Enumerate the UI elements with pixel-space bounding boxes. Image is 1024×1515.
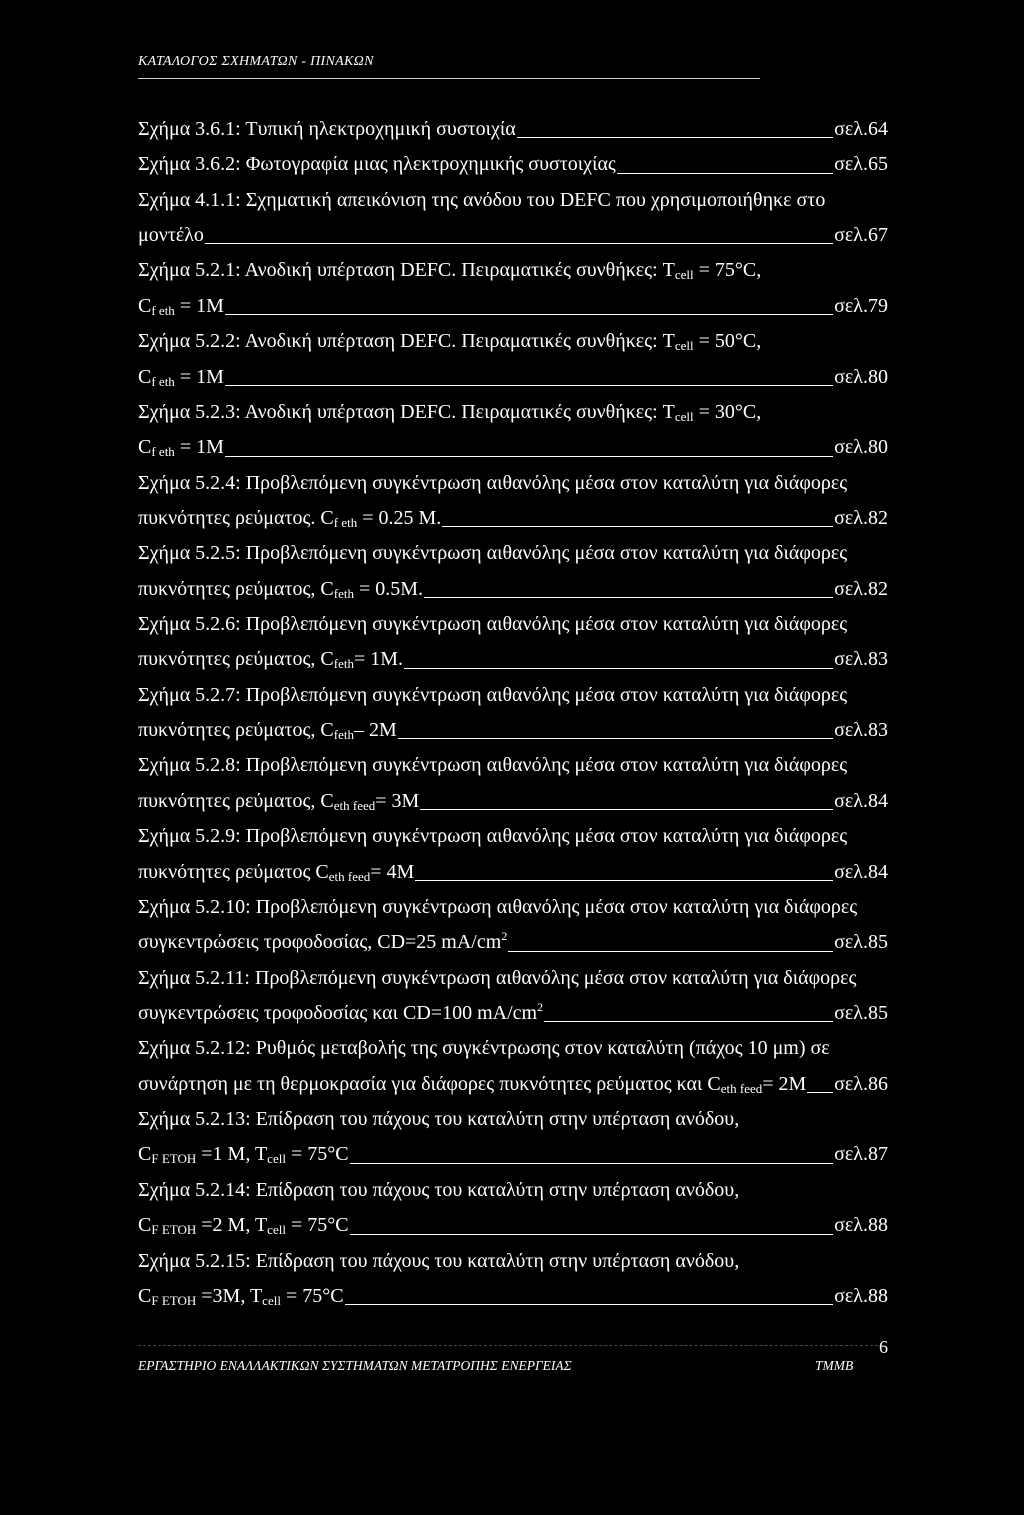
entry-first-line <box>138 819 888 854</box>
leader-line <box>225 385 833 386</box>
caption-text: συνάρτηση με τη θερμοκρασία για διάφορες πυκνότητες ρεύματος και C <box>138 1072 721 1095</box>
page-reference: σελ.82 <box>834 577 888 600</box>
entry-first-line <box>138 183 888 218</box>
figure-label: Σχήμα 5.2.14: <box>138 1178 251 1201</box>
leader-line <box>617 173 833 174</box>
subscript: cell <box>267 1222 286 1238</box>
subscript: f eth <box>333 514 358 530</box>
entry-second-line <box>138 855 888 890</box>
footer-department: TMMB <box>815 1358 854 1373</box>
entry-text <box>138 253 761 288</box>
subscript: f eth <box>151 373 175 389</box>
caption-text: Προβλεπόμενη συγκέντρωση αιθανόλης μέσα στον καταλύτη για διάφορες <box>245 471 848 494</box>
caption-text: =1 M, T <box>196 1143 268 1166</box>
figure-entry-5-2-6 <box>138 607 888 678</box>
entry-line <box>138 112 888 147</box>
caption-text: = 1M <box>174 294 224 317</box>
entry-second-line <box>138 430 888 465</box>
entry-first-line <box>138 1102 888 1137</box>
caption-text: C <box>138 365 152 388</box>
page-header-title: ΚΑΤΑΛΟΓΟΣ ΣΧΗΜΑΤΩΝ - ΠΙΝΑΚΩΝ <box>138 54 374 69</box>
figure-label: Σχήμα 5.2.9: <box>138 825 241 848</box>
caption-text: Ανοδική υπέρταση DEFC. Πειραματικές συνθήκες: T <box>244 330 675 353</box>
caption-text: – 2M <box>353 719 397 742</box>
caption-text: Επίδραση του πάχους του καταλύτη στην υπέρταση ανόδου, <box>255 1108 740 1131</box>
leader-line <box>424 597 833 598</box>
entry-text <box>138 748 847 783</box>
figure-entry-5-2-8 <box>138 748 888 819</box>
entry-first-line <box>138 890 888 925</box>
caption-text: πυκνότητες ρεύματος. C <box>138 506 334 529</box>
subscript: cell <box>262 1292 281 1308</box>
entry-second-line <box>138 925 888 960</box>
entry-text <box>138 183 825 218</box>
caption-text: Επίδραση του πάχους του καταλύτη στην υπέρταση ανόδου, <box>255 1178 740 1201</box>
caption-text: Προβλεπόμενη συγκέντρωση αιθανόλης μέσα στον καταλύτη για διάφορες <box>245 825 848 848</box>
entry-text <box>138 112 516 147</box>
figure-label: Σχήμα 5.2.11: <box>138 966 250 989</box>
subscript: feth <box>333 656 354 672</box>
entry-text <box>138 925 507 960</box>
entry-first-line <box>138 253 888 288</box>
entry-first-line <box>138 395 888 430</box>
caption-text: Προβλεπόμενη συγκέντρωση αιθανόλης μέσα στον καταλύτη για διάφορες <box>245 613 848 636</box>
entry-second-line <box>138 1137 888 1172</box>
leader-line <box>544 1021 833 1022</box>
leader-line <box>415 880 833 881</box>
entry-text <box>138 819 847 854</box>
caption-text: = 1M <box>174 365 224 388</box>
figure-entry-5-2-4 <box>138 466 888 537</box>
entry-first-line <box>138 607 888 642</box>
entry-text <box>138 147 616 182</box>
entry-first-line <box>138 324 888 359</box>
caption-text: = 75°C, <box>693 259 762 282</box>
entry-line <box>138 147 888 182</box>
subscript: feth <box>333 585 354 601</box>
figure-entry-3-6-1 <box>138 112 888 147</box>
entry-text <box>138 855 414 890</box>
caption-text: = 0.5M. <box>353 577 424 600</box>
caption-text: συγκεντρώσεις τροφοδοσίας, CD=25 mA/cm <box>138 931 502 954</box>
caption-text: Ανοδική υπέρταση DEFC. Πειραματικές συνθήκες: T <box>244 400 675 423</box>
page-reference: σελ.88 <box>834 1284 888 1307</box>
page-reference: σελ.80 <box>834 365 888 388</box>
page-reference: σελ.82 <box>834 506 888 529</box>
entry-text <box>138 713 397 748</box>
figure-label: Σχήμα 5.2.2: <box>138 330 241 353</box>
entry-text <box>138 1031 830 1066</box>
entry-second-line <box>138 501 888 536</box>
caption-text: = 1M. <box>353 648 404 671</box>
entry-second-line <box>138 996 888 1031</box>
caption-text: = 50°C, <box>693 330 762 353</box>
page-reference: σελ.65 <box>834 153 888 176</box>
entry-text <box>138 1244 739 1279</box>
figure-entry-5-2-11 <box>138 961 888 1032</box>
leader-line <box>517 137 833 138</box>
caption-text: Προβλεπόμενη συγκέντρωση αιθανόλης μέσα στον καταλύτη για διάφορες <box>255 966 857 989</box>
figure-entry-5-2-1 <box>138 253 888 324</box>
caption-text: C <box>138 1143 152 1166</box>
entry-text <box>138 360 224 395</box>
leader-line <box>508 951 833 952</box>
entry-first-line <box>138 1031 888 1066</box>
caption-text: Προβλεπόμενη συγκέντρωση αιθανόλης μέσα στον καταλύτη για διάφορες <box>245 542 848 565</box>
leader-line <box>398 738 833 739</box>
figure-label: Σχήμα 5.2.5: <box>138 542 241 565</box>
subscript: f eth <box>151 302 175 318</box>
entry-second-line <box>138 572 888 607</box>
caption-text: = 75°C <box>285 1143 349 1166</box>
caption-text: πυκνότητες ρεύματος, C <box>138 789 334 812</box>
entry-text <box>138 289 224 324</box>
superscript: 2 <box>501 929 508 944</box>
caption-text: συγκεντρώσεις τροφοδοσίας και CD=100 mA/cm <box>138 1001 538 1024</box>
entry-second-line <box>138 289 888 324</box>
caption-text: = 1M <box>174 436 224 459</box>
caption-text: = 0.25 M. <box>357 506 442 529</box>
caption-text: =3M, T <box>196 1284 263 1307</box>
list-of-figures <box>138 112 888 1314</box>
figure-entry-5-2-13 <box>138 1102 888 1173</box>
leader-line <box>442 526 833 527</box>
entry-text <box>138 430 224 465</box>
entry-text <box>138 324 761 359</box>
page-reference: σελ.67 <box>834 224 888 247</box>
caption-text: = 75°C <box>280 1284 344 1307</box>
page-reference: σελ.84 <box>834 860 888 883</box>
caption-text: πυκνότητες ρεύματος, C <box>138 719 334 742</box>
figure-entry-5-2-2 <box>138 324 888 395</box>
caption-text: Προβλεπόμενη συγκέντρωση αιθανόλης μέσα στον καταλύτη για διάφορες <box>245 754 848 777</box>
entry-text <box>138 1137 349 1172</box>
entry-text <box>138 501 441 536</box>
leader-line <box>350 1163 834 1164</box>
caption-text: πυκνότητες ρεύματος, C <box>138 648 334 671</box>
entry-first-line <box>138 536 888 571</box>
entry-text <box>138 218 204 253</box>
leader-line <box>350 1234 834 1235</box>
leader-line <box>225 456 833 457</box>
caption-text: πυκνότητες ρεύματος, C <box>138 577 334 600</box>
entry-second-line <box>138 360 888 395</box>
figure-label: Σχήμα 5.2.6: <box>138 613 241 636</box>
figure-entry-5-2-7 <box>138 678 888 749</box>
entry-second-line <box>138 1208 888 1243</box>
figure-label: Σχήμα 5.2.3: <box>138 400 241 423</box>
entry-second-line <box>138 784 888 819</box>
entry-text <box>138 572 423 607</box>
entry-text <box>138 536 847 571</box>
figure-entry-5-2-12 <box>138 1031 888 1102</box>
figure-entry-5-2-14 <box>138 1173 888 1244</box>
caption-text: = 2M <box>762 1072 807 1095</box>
entry-text <box>138 1208 349 1243</box>
caption-text: C <box>138 436 152 459</box>
entry-text <box>138 466 847 501</box>
entry-second-line <box>138 1279 888 1314</box>
figure-entry-5-2-5 <box>138 536 888 607</box>
caption-text: Φωτογραφία μιας ηλεκτροχημικής συστοιχίας <box>245 153 616 176</box>
page-reference: σελ.88 <box>834 1214 888 1237</box>
entry-text <box>138 784 419 819</box>
page-reference: σελ.86 <box>834 1072 888 1095</box>
entry-first-line <box>138 466 888 501</box>
entry-second-line <box>138 1067 888 1102</box>
caption-text: Τυπική ηλεκτροχημική συστοιχία <box>245 118 516 140</box>
entry-first-line <box>138 678 888 713</box>
caption-text: Ανοδική υπέρταση DEFC. Πειραματικές συνθήκες: T <box>244 259 675 282</box>
entry-first-line <box>138 961 888 996</box>
subscript: cell <box>267 1151 286 1167</box>
figure-entry-3-6-2 <box>138 147 888 182</box>
entry-text <box>138 395 761 430</box>
entry-text <box>138 961 856 996</box>
page-reference: σελ.87 <box>834 1143 888 1166</box>
caption-text: = 3M <box>375 789 420 812</box>
subscript: eth feed <box>720 1080 763 1096</box>
entry-second-line <box>138 218 888 253</box>
header-rule <box>138 78 760 79</box>
footer-lab-name: ΕΡΓΑΣΤΗΡΙΟ ΕΝΑΛΛΑΚΤΙΚΩΝ ΣΥΣΤΗΜΑΤΩΝ ΜΕΤΑΤΡΟΠΗΣ ΕΝΕΡΓΕΙΑΣ <box>138 1358 572 1373</box>
figure-label: Σχήμα 5.2.1: <box>138 259 241 282</box>
entry-second-line <box>138 713 888 748</box>
page-reference: σελ.83 <box>834 648 888 671</box>
caption-text: πυκνότητες ρεύματος C <box>138 860 329 883</box>
caption-text: =2 M, T <box>196 1214 268 1237</box>
page-reference: σελ.64 <box>834 118 888 140</box>
entry-text <box>138 1102 739 1137</box>
page-reference: σελ.79 <box>834 294 888 317</box>
page-reference: σελ.83 <box>834 719 888 742</box>
caption-text: Προβλεπόμενη συγκέντρωση αιθανόλης μέσα στον καταλύτη για διάφορες <box>255 895 858 918</box>
subscript: F ETOH <box>151 1151 197 1167</box>
figure-label: Σχήμα 5.2.4: <box>138 471 241 494</box>
superscript: 2 <box>537 999 544 1014</box>
leader-line <box>404 668 833 669</box>
page-reference: σελ.84 <box>834 789 888 812</box>
subscript: cell <box>674 408 694 424</box>
figure-label: Σχήμα 5.2.8: <box>138 754 241 777</box>
page-reference: σελ.80 <box>834 436 888 459</box>
figure-label: Σχήμα 5.2.13: <box>138 1108 251 1131</box>
caption-text: C <box>138 1284 152 1307</box>
caption-text: C <box>138 294 152 317</box>
footer-rule <box>138 1345 883 1346</box>
subscript: cell <box>674 267 694 283</box>
caption-text: μοντέλο <box>138 224 204 247</box>
entry-second-line <box>138 642 888 677</box>
subscript: F ETOH <box>151 1292 197 1308</box>
figure-label: Σχήμα 5.2.10: <box>138 895 251 918</box>
figure-entry-4-1-1 <box>138 183 888 254</box>
leader-line <box>225 314 833 315</box>
caption-text: Ρυθμός μεταβολής της συγκέντρωσης στον καταλύτη (πάχος 10 μm) σε <box>255 1037 830 1060</box>
page-reference: σελ.85 <box>834 1001 888 1024</box>
caption-text: C <box>138 1214 152 1237</box>
subscript: cell <box>674 338 694 354</box>
subscript: feth <box>333 727 354 743</box>
entry-first-line <box>138 1173 888 1208</box>
subscript: F ETOH <box>151 1222 197 1238</box>
figure-label: Σχήμα 4.1.1: <box>138 188 241 211</box>
caption-text: = 4M <box>370 860 415 883</box>
figure-label: Σχήμα 3.6.1: <box>138 118 241 140</box>
leader-line <box>807 1092 833 1093</box>
figure-entry-5-2-9 <box>138 819 888 890</box>
page-number: 6 <box>879 1337 888 1357</box>
entry-text <box>138 607 847 642</box>
entry-text <box>138 1279 344 1314</box>
figure-label: Σχήμα 5.2.12: <box>138 1037 251 1060</box>
subscript: eth feed <box>328 868 371 884</box>
subscript: f eth <box>151 444 175 460</box>
figure-label: Σχήμα 3.6.2: <box>138 153 241 176</box>
entry-text <box>138 996 543 1031</box>
entry-first-line <box>138 1244 888 1279</box>
figure-label: Σχήμα 5.2.7: <box>138 683 241 706</box>
figure-entry-5-2-10 <box>138 890 888 961</box>
entry-first-line <box>138 748 888 783</box>
leader-line <box>420 809 833 810</box>
caption-text: = 75°C <box>285 1214 349 1237</box>
entry-text <box>138 1173 739 1208</box>
leader-line <box>205 243 833 244</box>
caption-text: = 30°C, <box>693 400 762 423</box>
entry-text <box>138 1067 806 1102</box>
figure-entry-5-2-15 <box>138 1244 888 1315</box>
leader-line <box>345 1304 834 1305</box>
entry-text <box>138 678 847 713</box>
figure-label: Σχήμα 5.2.15: <box>138 1249 251 1272</box>
subscript: eth feed <box>333 797 376 813</box>
page-reference: σελ.85 <box>834 931 888 954</box>
caption-text: Σχηματική απεικόνιση της ανόδου του DEFC που χρησιμοποιήθηκε στο <box>245 188 826 211</box>
figure-entry-5-2-3 <box>138 395 888 466</box>
caption-text: Προβλεπόμενη συγκέντρωση αιθανόλης μέσα στον καταλύτη για διάφορες <box>245 683 848 706</box>
caption-text: Επίδραση του πάχους του καταλύτη στην υπέρταση ανόδου, <box>255 1249 740 1272</box>
entry-text <box>138 890 857 925</box>
entry-text <box>138 642 403 677</box>
